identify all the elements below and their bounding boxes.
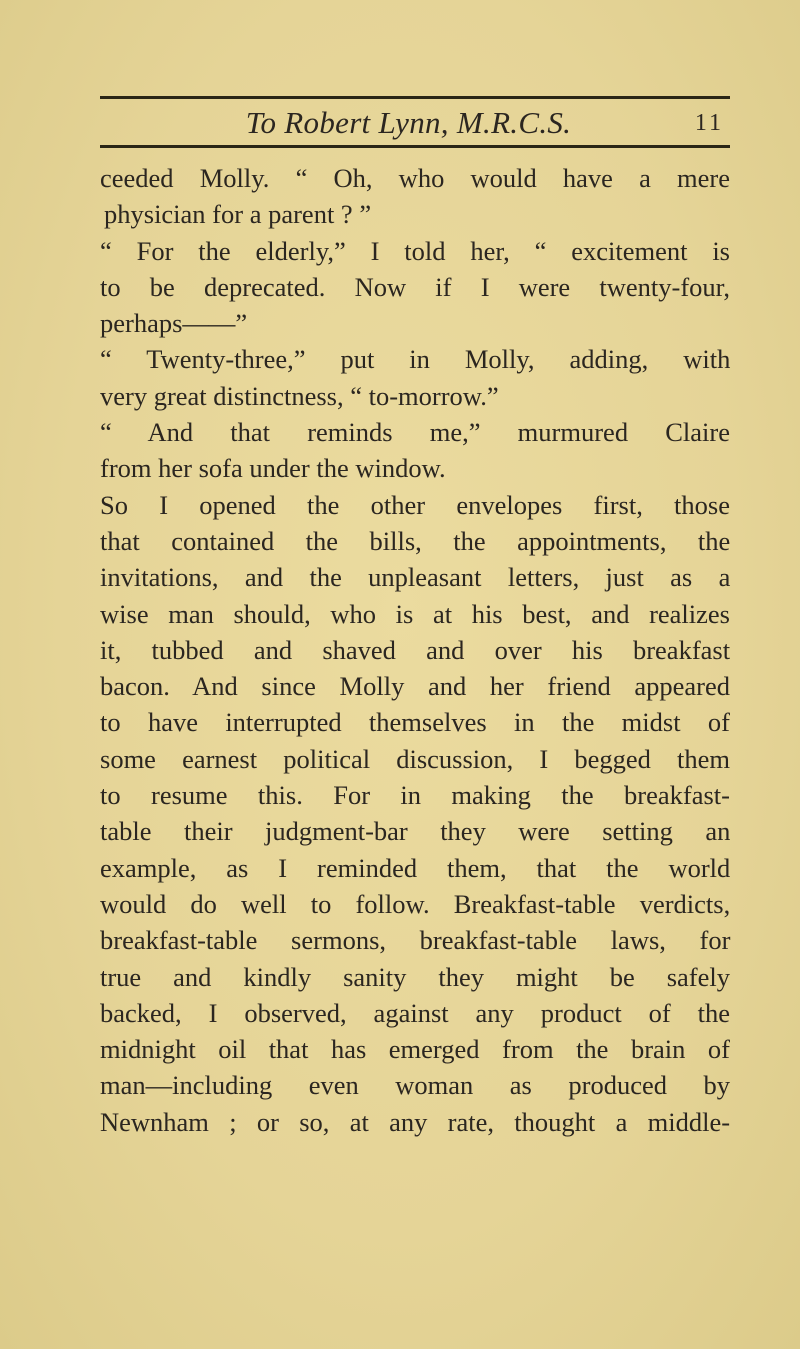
text-line: to resume this. For in making the breakfast- bbox=[100, 780, 730, 811]
running-head-title: To Robert Lynn, M.R.C.S. bbox=[245, 105, 572, 140]
text-line: invitations, and the unpleasant letters, just as a bbox=[100, 562, 731, 593]
text-line: physician for a parent ? ” bbox=[104, 199, 372, 230]
text-line: to be deprecated. Now if I were twenty-four, bbox=[100, 271, 731, 302]
text-line: it, tubbed and shaved and over his breakfast bbox=[100, 634, 731, 665]
text-line: from her sofa under the window. bbox=[100, 453, 446, 484]
text-line: man—including even woman as produced by bbox=[100, 1070, 730, 1101]
text-line: “ Twenty-three,” put in Molly, adding, with bbox=[100, 344, 731, 375]
book-page bbox=[100, 96, 730, 1140]
header-top-rule bbox=[100, 96, 730, 99]
text-line: breakfast-table sermons, breakfast-table laws, for bbox=[100, 925, 731, 956]
text-line: perhaps——” bbox=[100, 308, 248, 339]
text-line: ceeded Molly. “ Oh, who would have a mere bbox=[100, 163, 730, 193]
text-line: bacon. And since Molly and her friend appeared bbox=[100, 671, 730, 702]
text-line: that contained the bills, the appointments, the bbox=[100, 525, 731, 556]
text-line: some earnest political discussion, I begged them bbox=[100, 743, 730, 774]
running-head bbox=[100, 103, 730, 143]
header-bottom-rule bbox=[100, 145, 730, 148]
text-line: So I opened the other envelopes first, those bbox=[100, 489, 730, 520]
body-text bbox=[100, 160, 730, 1140]
text-line: to have interrupted themselves in the midst of bbox=[100, 707, 730, 738]
page-number: 11 bbox=[694, 110, 724, 136]
text-line: Newnham ; or so, at any rate, thought a middle- bbox=[100, 1106, 731, 1137]
text-line: wise man should, who is at his best, and realizes bbox=[100, 598, 730, 629]
text-line: table their judgment-bar they were setting an bbox=[100, 816, 731, 847]
text-line: example, as I reminded them, that the world bbox=[100, 852, 731, 883]
text-line: “ For the elderly,” I told her, “ excitement is bbox=[100, 235, 730, 266]
text-line: “ And that reminds me,” murmured Claire bbox=[100, 417, 730, 448]
text-line: would do well to follow. Breakfast-table verdicts, bbox=[100, 888, 731, 919]
text-line: very great distinctness, “ to-morrow.” bbox=[100, 380, 499, 411]
text-line: midnight oil that has emerged from the brain of bbox=[100, 1034, 730, 1065]
text-line: true and kindly sanity they might be safely bbox=[100, 961, 730, 992]
text-line: backed, I observed, against any product of the bbox=[100, 997, 730, 1028]
